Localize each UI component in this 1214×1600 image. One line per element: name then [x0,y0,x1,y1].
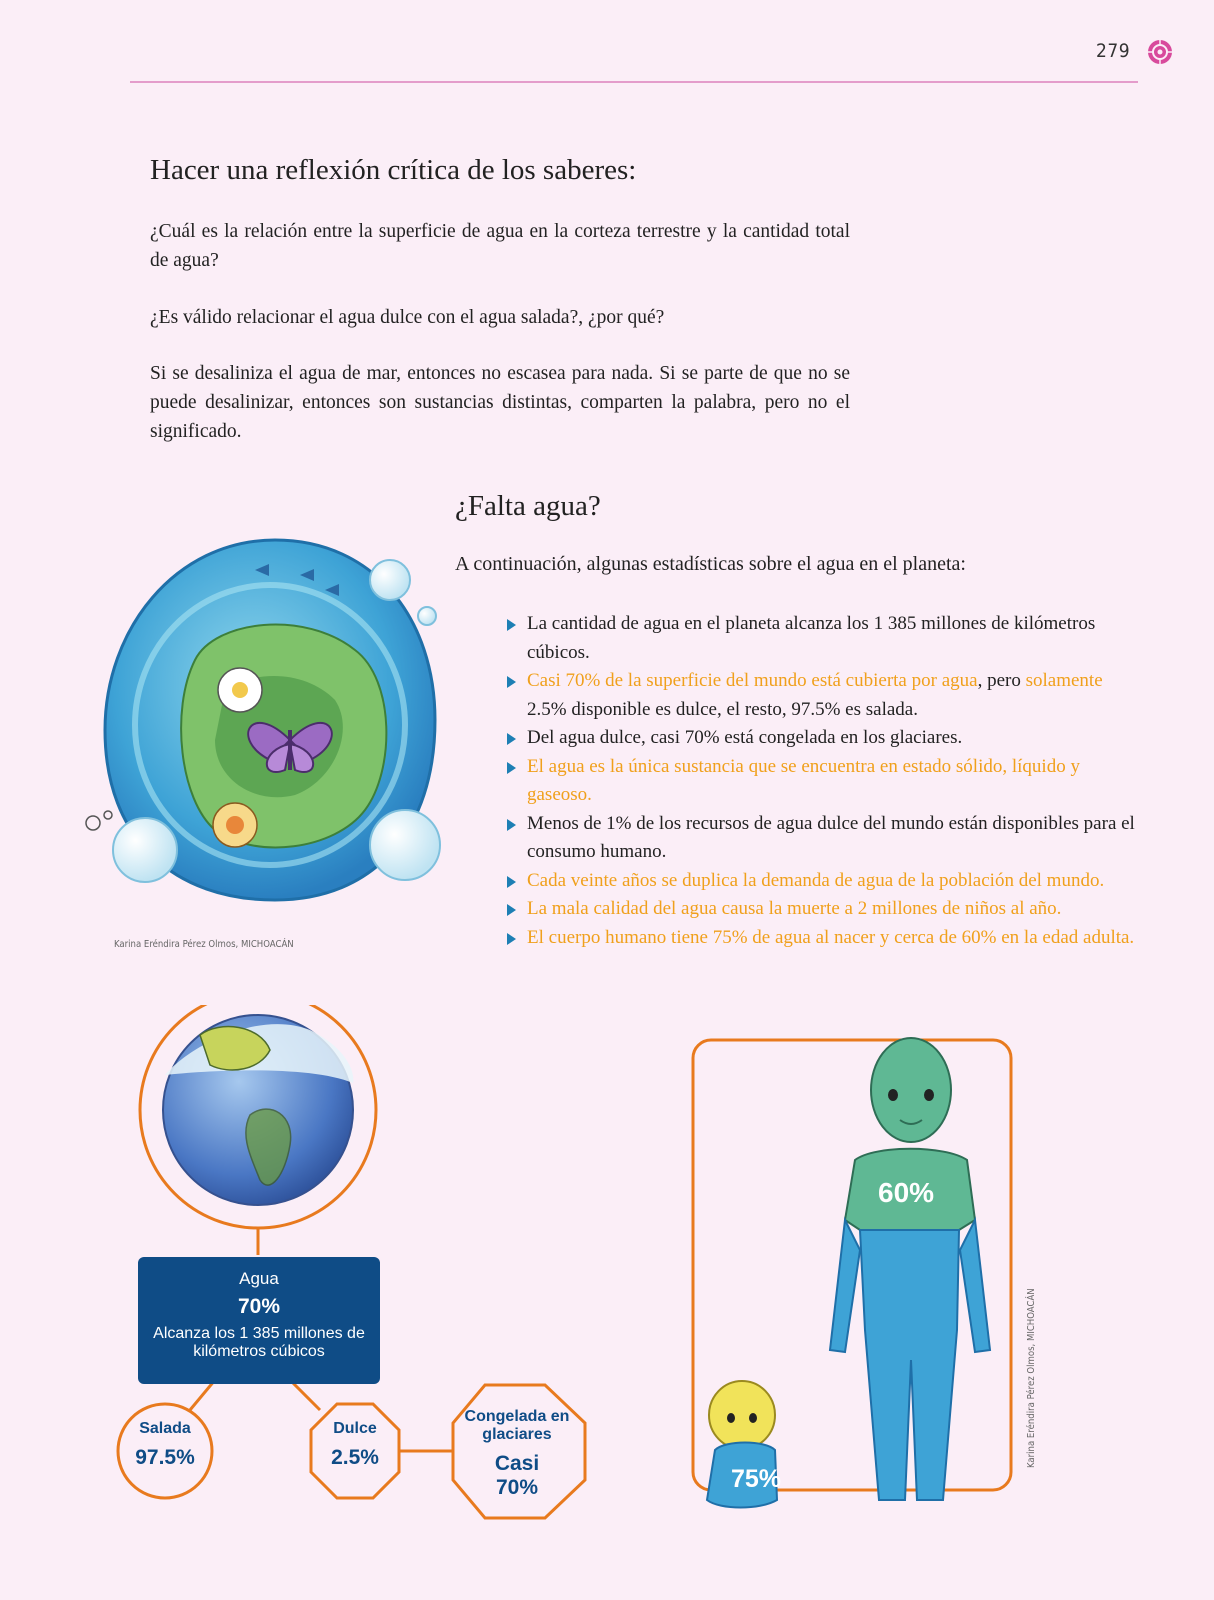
stat-item [505,610,1135,667]
stat-highlight: Cada veinte años se duplica la demanda de agua de la población del mundo. [527,869,1105,891]
illustration-credit: Karina Eréndira Pérez Olmos, MICHOACÁN [1026,1288,1037,1468]
stat-text: 2.5% disponible es dulce, el resto, 97.5% es salada. [527,698,918,720]
congelada-node [462,1408,572,1500]
section-heading: Hacer una reflexión crítica de los saberes: [150,154,637,186]
stat-item [505,867,1135,896]
stat-text: Del agua dulce, casi 70% está congelada en los glaciares. [527,727,963,748]
water-drop-illustration [85,530,465,930]
falta-agua-intro: A continuación, algunas estadísticas sobre el agua en el planeta: [455,553,966,575]
human-body-illustration [685,1030,1025,1540]
salada-node [118,1420,212,1470]
water-info-box [138,1257,380,1384]
adult-percentage: 60% [878,1177,935,1208]
stat-highlight: El cuerpo humano tiene 75% de agua al nacer y cerca de 60% en la edad adulta. [527,926,1135,948]
bullet-arrow-icon [507,819,516,831]
box-description: Alcanza los 1 385 millones de kilómetros cúbicos [153,1325,365,1360]
congelada-value: Casi 70% [494,1452,540,1499]
box-value: 70% [237,1295,281,1318]
bullet-arrow-icon [507,676,516,688]
top-rule [130,81,1138,83]
stats-list [505,610,1135,952]
stat-highlight: solamente [1025,670,1103,691]
falta-agua-title: ¿Falta agua? [455,490,601,522]
baby-percentage: 75% [731,1465,782,1493]
bullet-arrow-icon [507,933,516,945]
page-ornament-icon [1146,38,1174,66]
stat-item [505,895,1135,924]
dulce-value: 2.5% [331,1446,379,1469]
stat-text: La cantidad de agua en el planeta alcanza los 1 385 millones de kilómetros cúbicos. [527,613,1096,663]
salada-label: Salada [139,1420,191,1437]
stat-highlight: El agua es la única sustancia que se encuentra en estado sólido, líquido y gaseoso. [527,755,1080,805]
stat-item [505,724,1135,753]
page-number: 279 [1096,40,1131,62]
congelada-label: Congelada en glaciares [464,1408,570,1443]
question-2: ¿Es válido relacionar el agua dulce con el agua salada?, ¿por qué? [150,307,665,328]
stat-highlight: Casi 70% de la superficie del mundo está cubierta por agua [527,670,978,691]
stat-item [505,667,1135,724]
stat-text: Menos de 1% de los recursos de agua dulce del mundo están disponibles para el consumo humano. [527,812,1135,862]
bullet-arrow-icon [507,904,516,916]
box-label: Agua [239,1269,279,1288]
stat-item [505,924,1135,953]
stat-text: , pero [977,670,1026,691]
bullet-arrow-icon [507,876,516,888]
stat-highlight: La mala calidad del agua causa la muerte a 2 millones de niños al año. [527,898,1062,919]
reflection-paragraph: Si se desaliniza el agua de mar, entonces no escasea para nada. Si se parte de que no se puede desalinizar, entonces son sustancias distintas, comparten la palabra, pero no el significado. [150,363,850,442]
question-1: ¿Cuál es la relación entre la superficie de agua en la corteza terrestre y la cantidad total de agua? [150,221,850,271]
bullet-arrow-icon [507,733,516,745]
dulce-label: Dulce [333,1420,377,1437]
bullet-arrow-icon [507,762,516,774]
stat-item [505,810,1135,867]
illustration-credit: Karina Eréndira Pérez Olmos, MICHOACÁN [114,939,294,950]
bullet-arrow-icon [507,619,516,631]
dulce-node [311,1420,399,1470]
salada-value: 97.5% [135,1446,195,1469]
stat-item [505,753,1135,810]
